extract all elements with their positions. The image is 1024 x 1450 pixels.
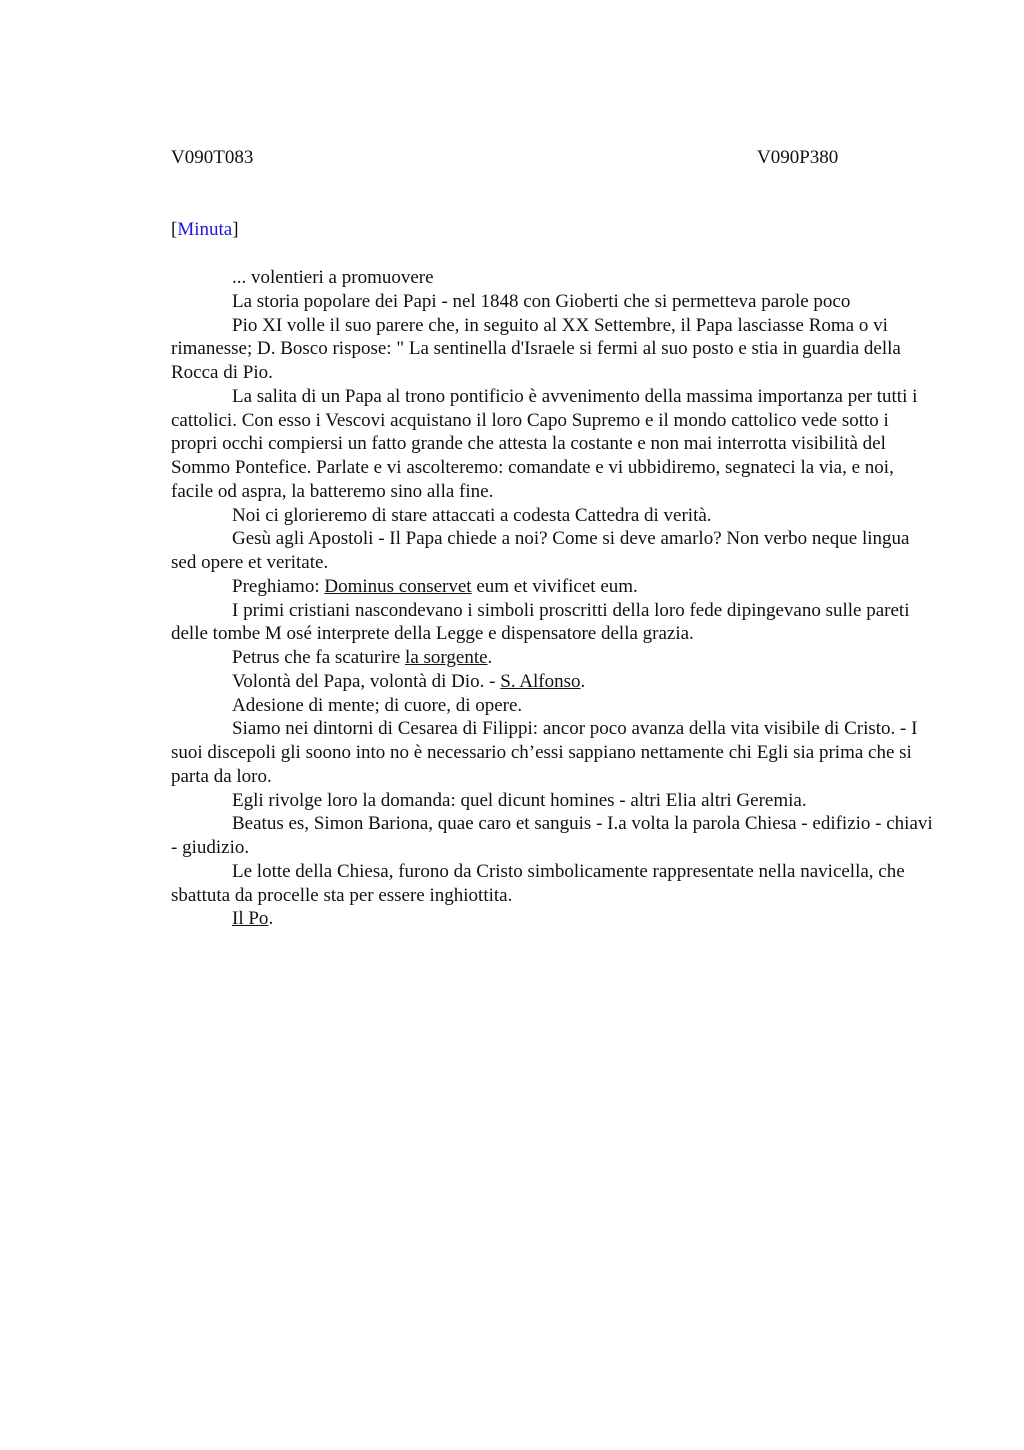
paragraph: Noi ci glorieremo di stare attaccati a codesta Cattedra di verità. bbox=[232, 504, 712, 526]
document-body bbox=[171, 266, 936, 931]
text-span: eum et vivificet eum. bbox=[471, 575, 638, 597]
underlined-text: Il Po bbox=[232, 908, 269, 930]
paragraph bbox=[171, 575, 936, 599]
paragraph: ... volentieri a promuovere bbox=[232, 267, 434, 288]
document-code-right: V090P380 bbox=[757, 147, 839, 168]
text-span: . bbox=[487, 647, 493, 668]
paragraph: Gesù agli Apostoli - Il Papa chiede a noi? Come si deve amarlo? Non verbo neque lingua sed opere et veritate. bbox=[171, 528, 910, 573]
text-span: Volontà del Papa, volontà di Dio. - bbox=[232, 670, 501, 692]
minuta-link[interactable]: Minuta bbox=[177, 219, 233, 240]
underlined-text: S. Alfonso bbox=[500, 670, 581, 692]
underlined-text: la sorgente bbox=[405, 647, 488, 668]
paragraph: Beatus es, Simon Bariona, quae caro et sanguis - I.a volta la parola Chiesa - edifizio - chiavi - giudizio. bbox=[171, 813, 933, 858]
paragraph: La storia popolare dei Papi - nel 1848 con Gioberti che si permetteva parole poco bbox=[232, 290, 851, 312]
paragraph: Le lotte della Chiesa, furono da Cristo simbolicamente rappresentate nella navicella, che sbattuta da procelle sta per essere inghiottita. bbox=[171, 860, 905, 906]
paragraph bbox=[171, 670, 936, 694]
paragraph: La salita di un Papa al trono pontificio è avvenimento della massima importanza per tutti i cattolici. Con esso i Vescovi acquistano il loro Capo Supremo e il mondo cattolico vede sotto i propri occhi compiersi un fatto grande che attesta la costante e non mai interrotta visibilità del Sommo Pontefice. Parlate e vi ascolteremo: comandate e vi ubbidiremo, segnateci la via, e noi, facile od aspra, la batteremo sino alla fine. bbox=[171, 385, 918, 502]
underlined-text: Dominus conservet bbox=[324, 575, 472, 597]
text-span: Preghiamo: bbox=[232, 575, 325, 597]
minuta-close-bracket: ] bbox=[232, 219, 239, 240]
document-code-left: V090T083 bbox=[171, 147, 254, 168]
paragraph: Pio XI volle il suo parere che, in seguito al XX Settembre, il Papa lasciasse Roma o vi rimanesse; D. Bosco rispose: " La sentinella d'Israele si fermi al suo posto e stia in guardia della Rocca di Pio. bbox=[171, 314, 901, 383]
paragraph: I primi cristiani nascondevano i simboli proscritti della loro fede dipingevano sulle pareti delle tombe M osé interprete della Legge e dispensatore della grazia. bbox=[171, 599, 910, 645]
paragraph: Egli rivolge loro la domanda: quel dicunt homines - altri Elia altri Geremia. bbox=[232, 789, 807, 811]
minuta-heading bbox=[171, 219, 239, 241]
text-span: . bbox=[580, 670, 586, 692]
paragraph: Adesione di mente; di cuore, di opere. bbox=[232, 694, 523, 716]
paragraph bbox=[171, 646, 936, 670]
text-span: Petrus che fa scaturire bbox=[232, 647, 406, 668]
text-span: . bbox=[268, 908, 274, 930]
paragraph bbox=[171, 907, 936, 931]
paragraph: Siamo nei dintorni di Cesarea di Filippi: ancor poco avanza della vita visibile di Cristo. - I suoi discepoli gli soono into no è necessario ch’essi sappiano nettamente chi Egli sia prima che si parta da loro. bbox=[171, 718, 918, 787]
minuta-open-bracket: [ bbox=[171, 219, 178, 240]
